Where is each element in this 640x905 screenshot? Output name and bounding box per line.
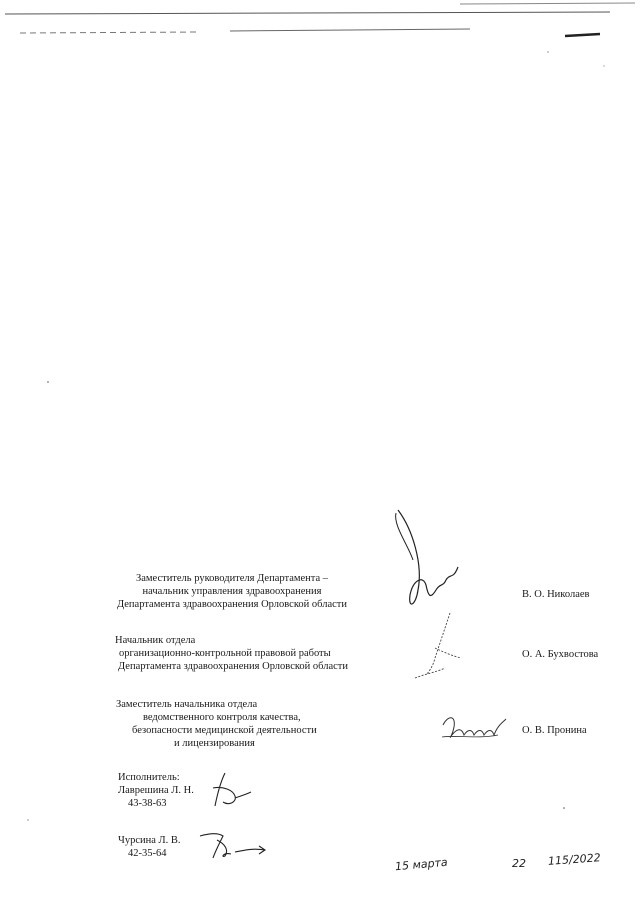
signatory-2-title-line-1: Начальник отдела	[115, 635, 196, 646]
signatory-1-title-line-2: начальник управления здравоохранения	[142, 586, 322, 597]
signatory-3-title-line-4: и лицензирования	[174, 738, 255, 749]
executor-1-phone: 43-38-63	[128, 798, 167, 809]
executor-2-name: Чурсина Л. В.	[118, 835, 181, 846]
handwritten-date: 15 марта	[394, 855, 449, 874]
signatory-1-title-line-3: Департамента здравоохранения Орловской области	[116, 599, 347, 610]
signatory-2-title-line-2: организационно-контрольной правовой работы	[119, 648, 331, 659]
signatory-3-title-line-2: ведомственного контроля качества,	[143, 712, 301, 723]
handwritten-number: 115/2022	[547, 851, 602, 868]
signatory-3-title-line-1: Заместитель начальника отдела	[116, 699, 258, 710]
signatory-2-name: О. А. Бухвостова	[522, 649, 599, 660]
executor-2-phone: 42-35-64	[128, 848, 167, 859]
executor-label: Исполнитель:	[118, 772, 180, 783]
signatory-1-name: В. О. Николаев	[522, 589, 590, 600]
signatory-2-title-line-3: Департамента здравоохранения Орловской области	[118, 661, 349, 672]
executor-1-name: Лаврешина Л. Н.	[118, 785, 194, 796]
signatory-3-title-line-3: безопасности медицинской деятельности	[132, 725, 317, 736]
signatory-1-title-line-1: Заместитель руководителя Департамента –	[135, 573, 329, 584]
handwritten-year-suffix: 22	[512, 857, 526, 870]
signatory-3-name: О. В. Пронина	[522, 725, 587, 736]
